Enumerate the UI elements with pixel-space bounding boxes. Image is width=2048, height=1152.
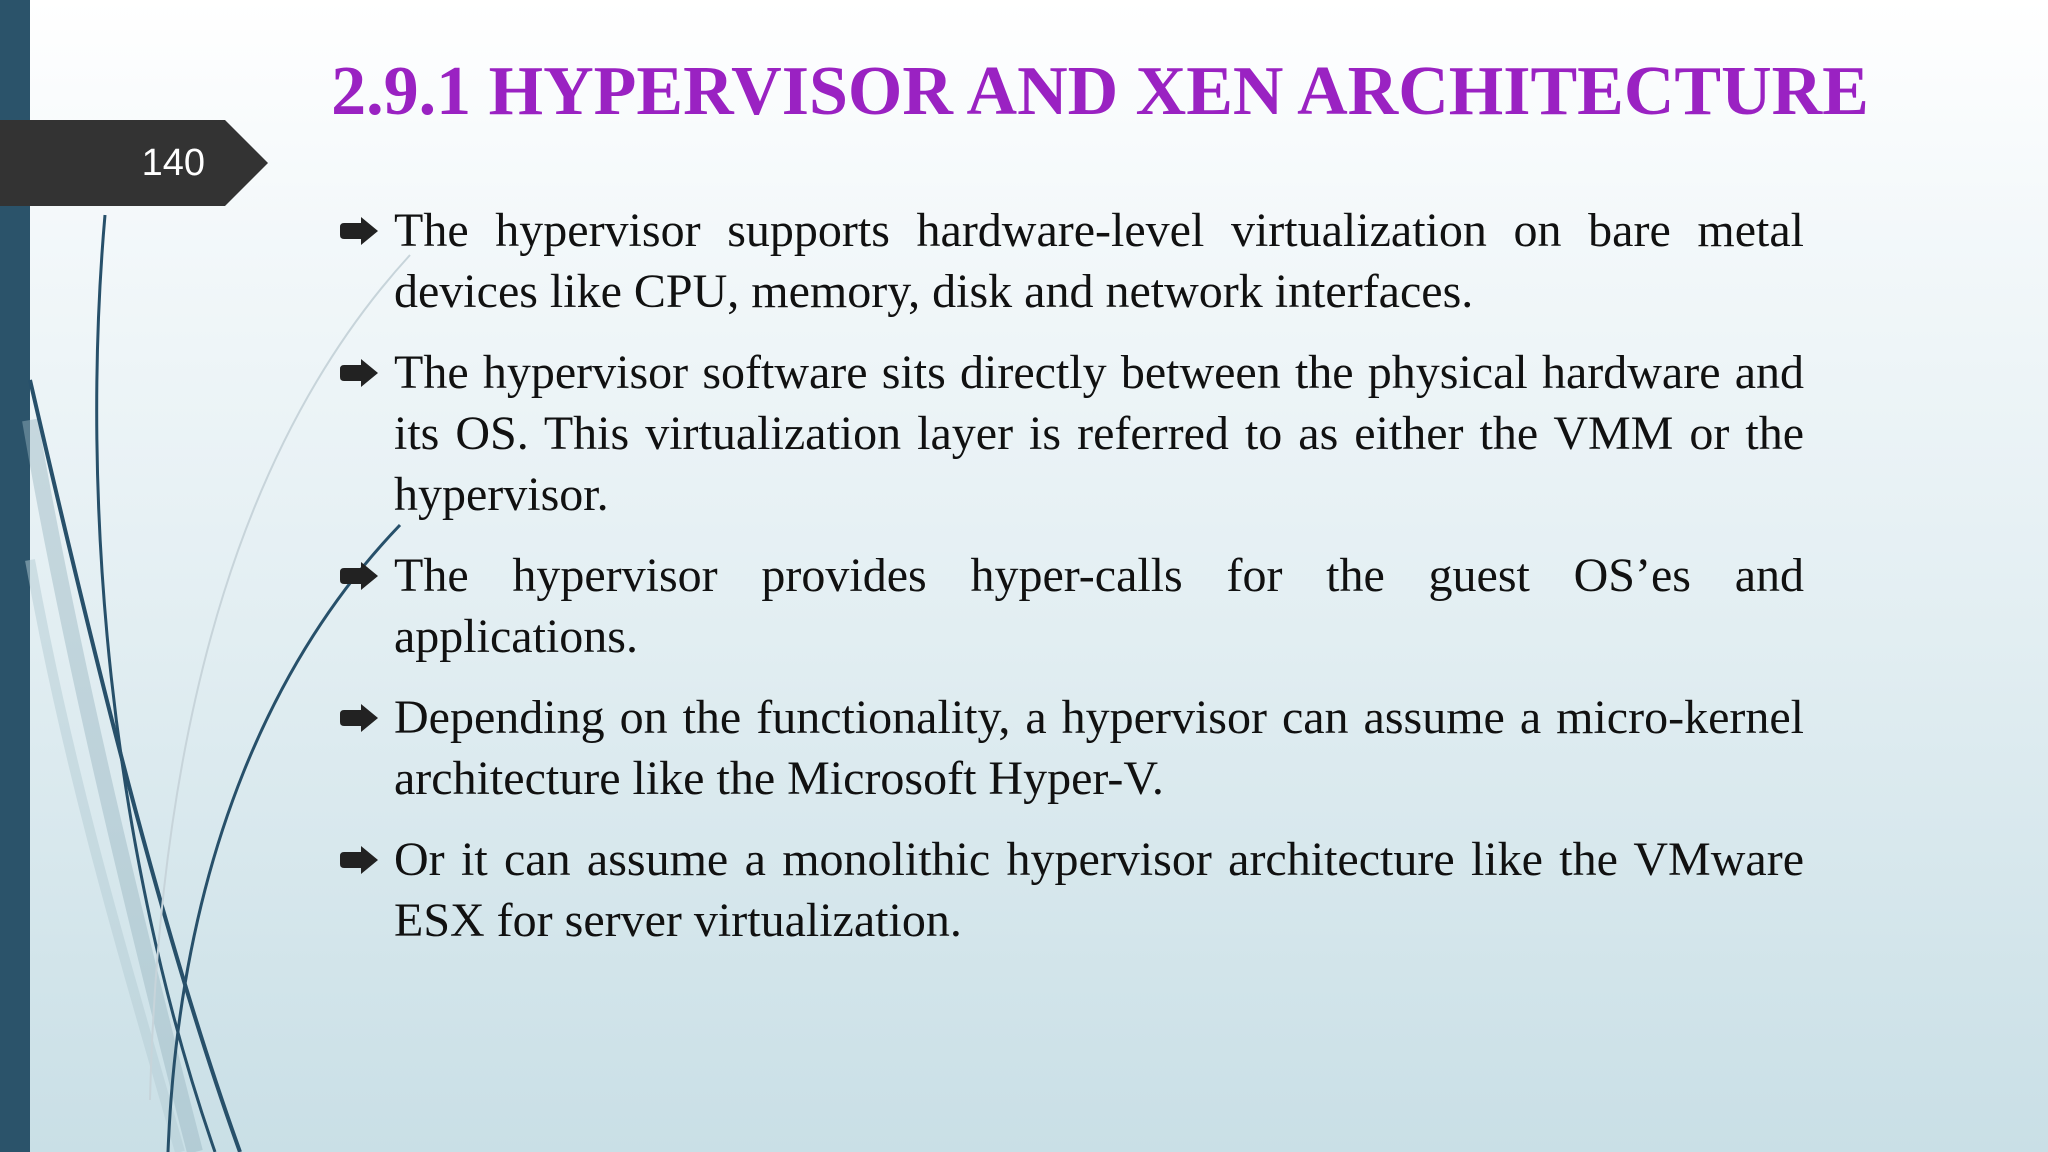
bullet-item [336, 342, 1804, 525]
right-arrow-bullet-icon [340, 562, 378, 590]
slide-title: 2.9.1 HYPERVISOR AND XEN ARCHITECTURE [331, 53, 1869, 130]
bullet-text: Depending on the functionality, a hypervisor can assume a micro-kernel architecture like the Microsoft Hyper-V. [394, 691, 1804, 805]
right-arrow-bullet-icon [340, 217, 378, 245]
bullet-item [336, 829, 1804, 951]
bullet-item [336, 200, 1804, 322]
bullet-text: The hypervisor provides hyper-calls for the guest OS’es and applications. [394, 549, 1804, 663]
slide-number: 140 [141, 142, 205, 184]
bullet-text: The hypervisor software sits directly between the physical hardware and its OS. This virtualization layer is referred to as either the VMM or the hypervisor. [394, 346, 1804, 521]
bullet-list [336, 200, 1804, 971]
bullet-text: Or it can assume a monolithic hypervisor architecture like the VMware ESX for server virtualization. [394, 833, 1804, 947]
right-arrow-bullet-icon [340, 846, 378, 874]
right-arrow-bullet-icon [340, 359, 378, 387]
bullet-item [336, 545, 1804, 667]
bullet-item [336, 687, 1804, 809]
right-arrow-bullet-icon [340, 704, 378, 732]
slide-number-tag [0, 120, 268, 206]
bullet-text: The hypervisor supports hardware-level virtualization on bare metal devices like CPU, memory, disk and network interfaces. [394, 204, 1804, 318]
